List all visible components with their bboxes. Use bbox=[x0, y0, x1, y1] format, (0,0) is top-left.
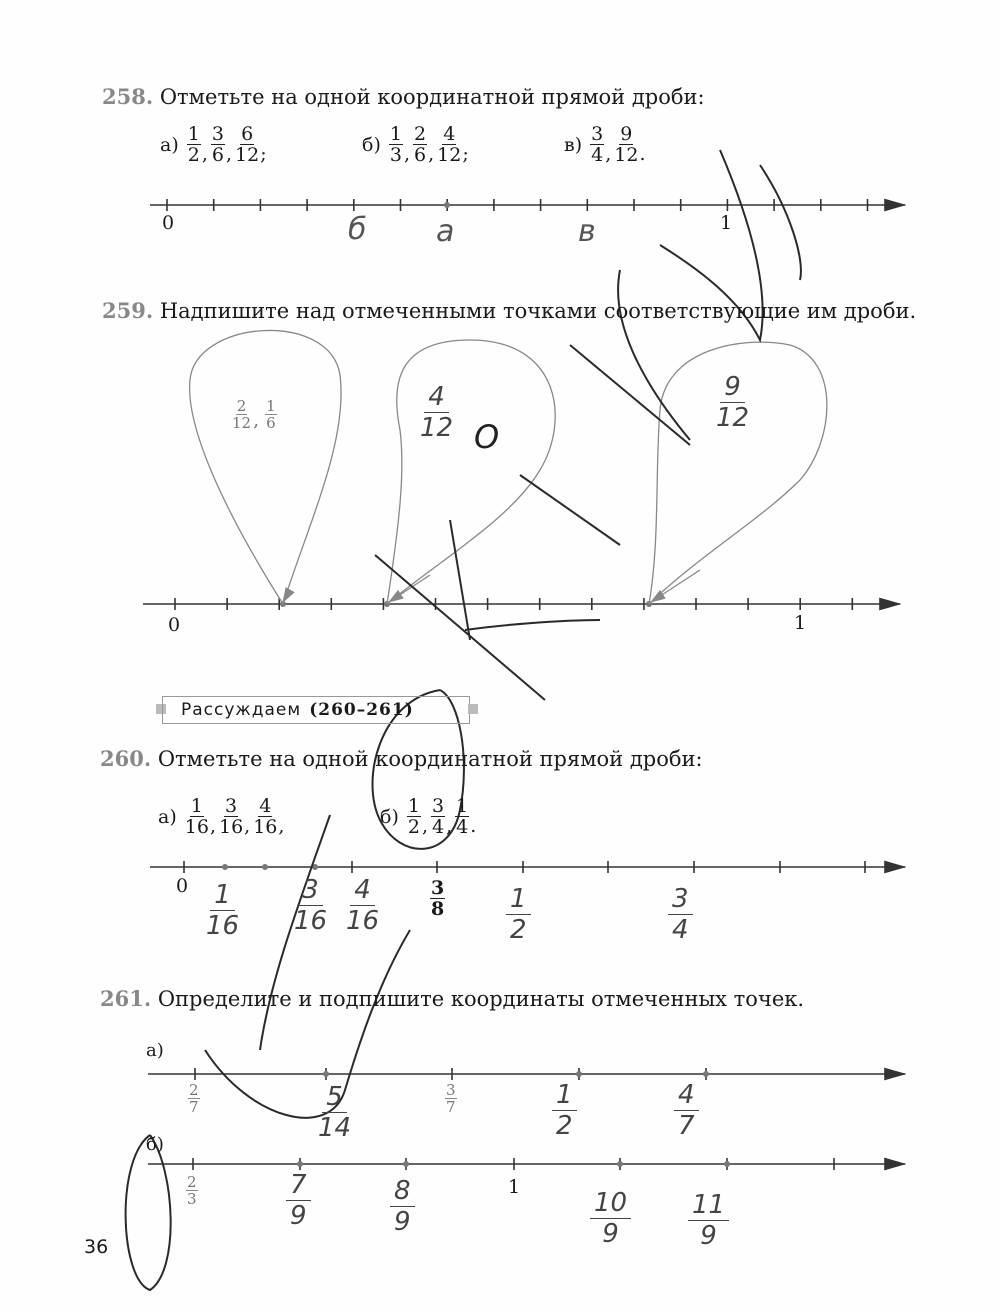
axis-label-1: 1 bbox=[794, 612, 807, 634]
handwritten-fraction: 3 4 bbox=[668, 884, 693, 945]
separator: , bbox=[201, 143, 208, 165]
point bbox=[222, 864, 228, 870]
number-line-260 bbox=[150, 861, 905, 873]
badge-marker bbox=[468, 704, 478, 714]
separator: , bbox=[253, 409, 260, 431]
task-text: Надпишите над отмеченными точками соответствующие им дроби. bbox=[159, 299, 917, 323]
subtask-label: а) bbox=[160, 133, 179, 156]
number-line-261b bbox=[148, 1158, 905, 1170]
axis-label-0: 0 bbox=[162, 212, 175, 234]
separator: , bbox=[428, 143, 435, 165]
subtask-label: б) bbox=[380, 805, 399, 828]
axis-label-2-3: $\frac{2}{3}$ bbox=[187, 1173, 197, 1208]
fraction-group bbox=[564, 124, 648, 165]
fraction: $\frac{4}{16}$ bbox=[253, 795, 278, 838]
page-number: 36 bbox=[84, 1236, 109, 1258]
task-text: Отметьте на одной координатной прямой дроби: bbox=[159, 85, 705, 109]
bubble-1 bbox=[190, 330, 341, 604]
separator: . bbox=[639, 143, 646, 165]
fraction: $\frac{6}{12}$ bbox=[235, 123, 260, 166]
axis-label-2-7: $\frac{2}{7}$ bbox=[189, 1081, 199, 1116]
handwritten-answer: а bbox=[436, 214, 455, 249]
task-number: 261. bbox=[100, 986, 152, 1011]
handwritten-fraction: 4 7 bbox=[674, 1080, 699, 1141]
point bbox=[724, 1161, 730, 1167]
handwritten-fraction: 4 16 bbox=[346, 875, 380, 936]
fraction: $\frac{2}{6}$ bbox=[414, 123, 427, 166]
separator: , bbox=[225, 143, 233, 165]
separator: , bbox=[403, 143, 410, 165]
handwritten-fraction: 8 9 bbox=[390, 1176, 415, 1237]
fraction: $\frac{1}{4}$ bbox=[456, 795, 469, 838]
handwritten-zero: O bbox=[474, 418, 500, 456]
handwritten-fraction: 1 2 bbox=[506, 884, 531, 945]
handwritten-answer: б bbox=[348, 212, 367, 247]
subtask-label: а) bbox=[158, 805, 177, 828]
handwritten-answer: в bbox=[578, 214, 596, 249]
point bbox=[262, 864, 268, 870]
axis-label-3-7: $\frac{3}{7}$ bbox=[446, 1081, 456, 1116]
subtask-label-b: б) bbox=[146, 1134, 164, 1155]
handwritten-fraction: 1 2 bbox=[552, 1080, 577, 1141]
fraction-group bbox=[160, 124, 270, 165]
subtask-label: б) bbox=[362, 133, 381, 156]
fraction: $\frac{3}{4}$ bbox=[591, 123, 604, 166]
fraction: $\frac{9}{12}$ bbox=[614, 123, 639, 166]
number-line-261a bbox=[148, 1068, 905, 1080]
handwritten-fraction: 10 9 bbox=[590, 1188, 631, 1249]
number-line-258 bbox=[150, 199, 905, 211]
fraction: $\frac{4}{12}$ bbox=[437, 123, 462, 166]
fraction: $\frac{3}{6}$ bbox=[211, 123, 224, 166]
separator: , bbox=[244, 815, 251, 837]
point bbox=[703, 1071, 709, 1077]
handwritten-fraction: 4 12 bbox=[420, 382, 454, 443]
task-number: 258. bbox=[102, 84, 154, 109]
separator: ; bbox=[260, 143, 267, 165]
axis-label-1: 1 bbox=[508, 1176, 521, 1198]
point bbox=[323, 1071, 329, 1077]
handwritten-fraction: 9 12 bbox=[716, 372, 750, 433]
task-text: Определите и подпишите координаты отмеченных точек. bbox=[157, 987, 805, 1011]
separator: , bbox=[421, 815, 428, 837]
fraction: $\frac{1}{3}$ bbox=[389, 123, 402, 166]
separator: . bbox=[470, 815, 477, 837]
fraction: $\frac{3}{4}$ bbox=[432, 795, 445, 838]
task-259 bbox=[102, 298, 916, 323]
axis-label-0: 0 bbox=[176, 875, 189, 897]
task-number: 259. bbox=[102, 298, 154, 323]
task-258 bbox=[102, 84, 705, 109]
axis-label-3-8: $\frac{3}{8}$ bbox=[431, 877, 445, 920]
bubble-fraction: $\frac{1}{6}$ bbox=[266, 397, 276, 432]
separator: , bbox=[605, 143, 612, 165]
separator: ; bbox=[462, 143, 469, 165]
badge-text: Рассуждаем bbox=[181, 700, 302, 720]
point bbox=[576, 1071, 582, 1077]
handwritten-fraction: 5 14 bbox=[318, 1082, 352, 1143]
fraction-group bbox=[158, 796, 287, 837]
separator: , bbox=[278, 815, 285, 837]
handwritten-fraction: 1 16 bbox=[206, 880, 240, 941]
task-text: Отметьте на одной координатной прямой дроби: bbox=[157, 747, 703, 771]
fraction: $\frac{1}{16}$ bbox=[184, 795, 209, 838]
bubble-1-fractions bbox=[232, 398, 277, 431]
number-line-259 bbox=[143, 598, 900, 610]
fraction-group bbox=[362, 124, 472, 165]
point bbox=[444, 202, 450, 208]
task-number: 260. bbox=[100, 746, 152, 771]
handwritten-fraction: 11 9 bbox=[688, 1190, 729, 1251]
fraction: $\frac{1}{2}$ bbox=[187, 123, 200, 166]
handwritten-fraction: 7 9 bbox=[286, 1170, 311, 1231]
axis-label-1: 1 bbox=[720, 212, 733, 234]
separator: , bbox=[209, 815, 216, 837]
subtask-label: в) bbox=[564, 133, 583, 156]
point bbox=[617, 1161, 623, 1167]
section-badge bbox=[162, 696, 470, 724]
point bbox=[297, 1161, 303, 1167]
bubble-fraction: $\frac{2}{12}$ bbox=[232, 397, 252, 432]
task-260 bbox=[100, 746, 703, 771]
fraction: $\frac{3}{16}$ bbox=[218, 795, 244, 838]
fraction-group bbox=[380, 796, 479, 837]
axis-label-0: 0 bbox=[168, 614, 181, 636]
point bbox=[403, 1161, 409, 1167]
fraction: $\frac{1}{2}$ bbox=[407, 795, 420, 838]
task-261 bbox=[100, 986, 804, 1011]
handwritten-fraction: 3 16 bbox=[294, 875, 328, 936]
bubble-2 bbox=[387, 340, 555, 604]
subtask-label-a: а) bbox=[146, 1040, 164, 1061]
separator: , bbox=[446, 815, 453, 837]
badge-range: (260–261) bbox=[309, 700, 414, 720]
